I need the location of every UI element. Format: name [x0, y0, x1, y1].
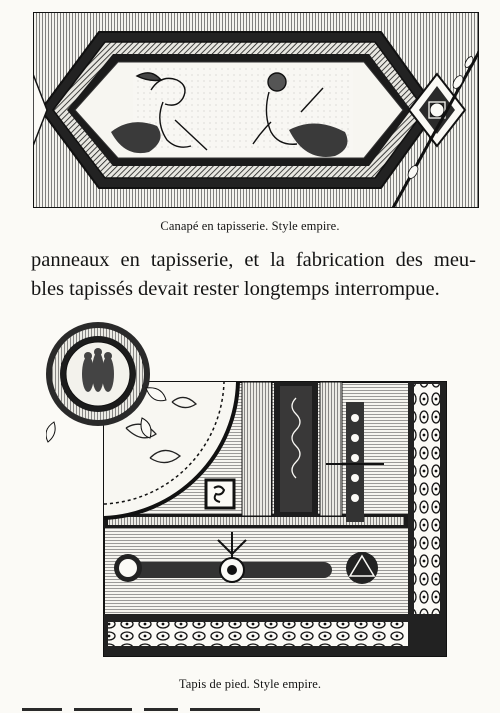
- sofa-tapestry-engraving: [33, 12, 479, 208]
- body-line-1: panneaux en tapisserie, et la fabrication des meu-: [31, 249, 476, 271]
- carpet-engraving: [46, 318, 450, 660]
- figure-caption-sofa: Canapé en tapisserie. Style empire.: [160, 219, 340, 233]
- body-line-2: bles tapissés devait rester longtemps interrompue.: [31, 278, 440, 300]
- figure-caption-carpet: Tapis de pied. Style empire.: [178, 677, 322, 691]
- body-paragraph: [31, 246, 476, 304]
- page-bottom-remnant: [22, 700, 322, 713]
